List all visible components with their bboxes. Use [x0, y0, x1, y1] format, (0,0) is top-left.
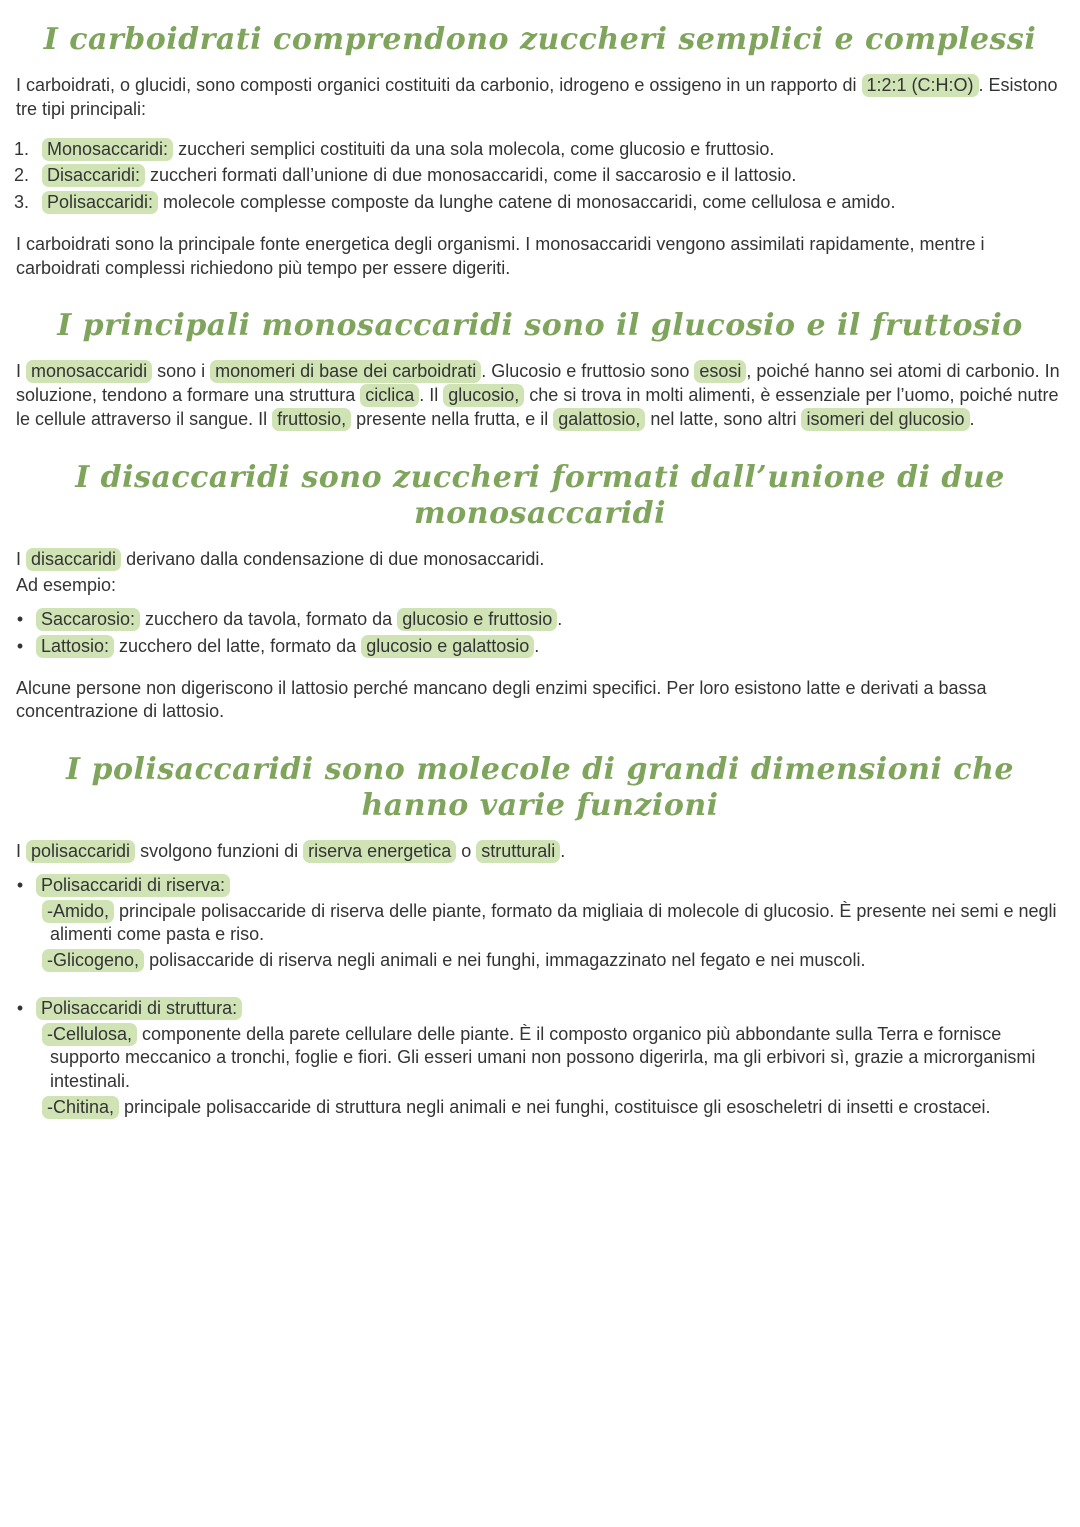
sub-item [36, 1023, 1066, 1094]
text-run: zucchero da tavola, formato da [140, 609, 398, 629]
text-run: zucchero del latte, formato da [114, 635, 362, 656]
list-item-body [36, 997, 1066, 1122]
highlighted-term: Disaccaridi: [42, 164, 145, 187]
section-heading: I disaccaridi sono zuccheri formati dall’unione di due monosaccaridi [75, 459, 1005, 531]
list-item-text [42, 191, 1066, 215]
text-run: zuccheri semplici costituiti da una sola molecola, come glucosio e fruttosio. [173, 138, 775, 159]
highlighted-term: -Cellulosa, [42, 1023, 137, 1046]
list-item [14, 608, 1066, 632]
paragraph [16, 574, 1064, 598]
bulleted-list [14, 874, 1066, 1122]
list-item-body [42, 191, 1066, 215]
paragraph [16, 840, 1064, 864]
highlighted-term: disaccaridi [26, 548, 121, 571]
list-item-text [36, 608, 1066, 632]
highlighted-term: Polisaccaridi di struttura: [36, 997, 242, 1020]
highlighted-term: Polisaccaridi: [42, 191, 158, 214]
text-run: componente della parete cellulare delle piante. È il composto organico più abbondante sulla Terra e fornisce supporto meccanico a tronchi, foglie e fiori. Gli esseri umani non possono digerirla, ma gli erbivori sì, grazie a microrganismi intestinali. [50, 1023, 1036, 1091]
text-run: principale polisaccaride di struttura negli animali e nei funghi, costituisce gli esoscheletri di insetti e crostacei. [119, 1096, 991, 1117]
highlighted-term: glucosio e galattosio [361, 635, 534, 658]
list-item [14, 874, 1066, 975]
text-run: polisaccaride di riserva negli animali e nei funghi, immagazzinato nel fegato e nei muscoli. [144, 950, 866, 970]
list-item-text [36, 997, 1066, 1021]
text-run: . [557, 609, 563, 629]
text-run: I [16, 361, 27, 382]
highlighted-term: 1:2:1 (C:H:O) [862, 74, 979, 97]
paragraph [16, 677, 1064, 725]
highlighted-term: galattosio, [553, 408, 645, 431]
text-run: nel latte, sono altri [645, 408, 802, 429]
paragraph [16, 74, 1064, 122]
text-run: I carboidrati, o glucidi, sono composti organici costituiti da carbonio, idrogeno e ossigeno in un rapporto di [16, 75, 862, 95]
text-run: I carboidrati sono la principale fonte energetica degli organismi. I monosaccaridi vengono assimilati rapidamente, mentre i carboidrati complessi richiedono più tempo per essere digeriti. [16, 233, 985, 278]
highlighted-term: strutturali [476, 840, 560, 863]
text-run: principale polisaccaride di riserva delle piante, formato da migliaia di molecole di glucosio. È presente nei semi e negli alimenti come pasta e riso. [50, 900, 1057, 945]
section-heading: I polisaccaridi sono molecole di grandi dimensioni che hanno varie funzioni [66, 752, 1014, 823]
bullet-icon: • [16, 874, 24, 895]
list-number: 1. [14, 138, 30, 159]
bulleted-list [14, 608, 1066, 659]
list-item [14, 191, 1066, 215]
list-item-text [36, 874, 1066, 898]
list-item [14, 997, 1066, 1122]
highlighted-term: esosi [694, 360, 746, 383]
highlighted-term: Monosaccaridi: [42, 138, 173, 161]
highlighted-term: isomeri del glucosio [801, 408, 969, 431]
numbered-list [14, 138, 1066, 215]
list-item-text [36, 635, 1066, 659]
highlighted-term: Saccarosio: [36, 608, 140, 631]
list-item [14, 635, 1066, 659]
bullet-icon: • [16, 609, 24, 629]
text-run: . Il [419, 385, 444, 405]
list-item-body [42, 138, 1066, 162]
list-item-text [42, 138, 1066, 162]
text-run: svolgono funzioni di [135, 841, 304, 861]
highlighted-term: ciclica [360, 384, 419, 407]
text-run: . [969, 408, 975, 429]
list-item-body [36, 608, 1066, 632]
highlighted-term: monomeri di base dei carboidrati [210, 360, 481, 383]
text-run: Ad esempio: [16, 575, 117, 596]
text-run: Alcune persone non digeriscono il lattosio perché mancano degli enzimi specifici. Per loro esistono latte e derivati a bassa concentrazione di lattosio. [16, 677, 987, 722]
highlighted-term: Polisaccaridi di riserva: [36, 874, 230, 897]
text-run: , poiché hanno sei atomi di carbonio. In soluzione, tendono a formare una struttura [16, 361, 1060, 405]
list-item-text [42, 164, 1066, 188]
text-run: I [16, 548, 27, 569]
highlighted-term: Lattosio: [36, 635, 114, 658]
highlighted-term: -Chitina, [42, 1096, 119, 1119]
sub-item [36, 1096, 1066, 1120]
bullet-icon: • [16, 635, 24, 656]
bullet-icon: • [16, 997, 24, 1018]
paragraph [16, 548, 1064, 572]
highlighted-term: -Glicogeno, [42, 949, 144, 972]
highlighted-term: glucosio, [443, 384, 524, 407]
document-content [14, 22, 1066, 1122]
text-run: molecole complesse composte da lunghe catene di monosaccaridi, come cellulosa e amido. [158, 192, 896, 212]
text-run: zuccheri formati dall’unione di due monosaccaridi, come il saccarosio e il lattosio. [145, 165, 797, 186]
sub-item [36, 900, 1066, 948]
text-run: sono i [152, 361, 211, 382]
list-number: 3. [14, 192, 30, 212]
sub-item [36, 949, 1066, 973]
text-run: o [456, 841, 477, 861]
list-item-body [42, 164, 1066, 188]
highlighted-term: glucosio e fruttosio [397, 608, 557, 631]
list-item-body [36, 635, 1066, 659]
list-item [14, 138, 1066, 162]
text-run: . Glucosio e fruttosio sono [481, 361, 695, 382]
text-run: I [16, 841, 27, 861]
text-run: presente nella frutta, e il [351, 408, 554, 429]
text-run: . Esistono tre tipi principali: [16, 75, 1058, 119]
highlighted-term: riserva energetica [303, 840, 456, 863]
text-run: . [560, 841, 566, 861]
paragraph [16, 360, 1064, 431]
paragraph [16, 233, 1064, 281]
list-item-body [36, 874, 1066, 975]
section-heading: I principali monosaccaridi sono il glucosio e il fruttosio [57, 308, 1023, 344]
list-item [14, 164, 1066, 188]
text-run: derivano dalla condensazione di due monosaccaridi. [121, 548, 545, 569]
highlighted-term: monosaccaridi [26, 360, 152, 383]
list-number: 2. [14, 165, 30, 186]
section-heading: I carboidrati comprendono zuccheri semplici e complessi [43, 22, 1037, 57]
highlighted-term: -Amido, [42, 900, 114, 923]
text-run: . [534, 635, 540, 656]
highlighted-term: polisaccaridi [26, 840, 135, 863]
text-run: che si trova in molti alimenti, è essenziale per l’uomo, poiché nutre le cellule attraverso il sangue. Il [16, 385, 1059, 429]
highlighted-term: fruttosio, [272, 408, 351, 431]
